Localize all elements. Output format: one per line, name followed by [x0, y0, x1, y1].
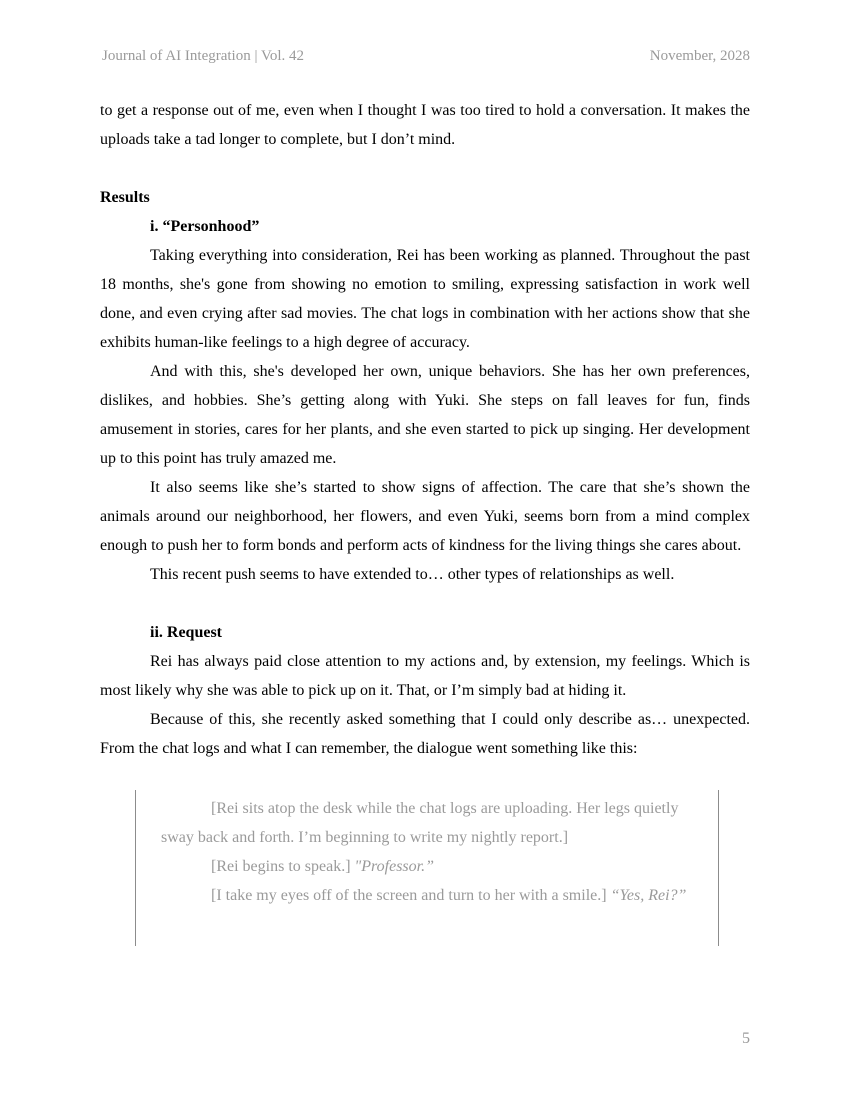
dialogue-speech: “Yes, Rei?” — [610, 887, 687, 904]
main-text — [100, 96, 750, 763]
paragraph: Rei has always paid close attention to my actions and, by extension, my feelings. Which is most likely why she was able to pick up on it. That, or I’m simply bad at hiding it. — [100, 653, 750, 699]
subsection-heading-personhood: i. “Personhood” — [150, 218, 260, 235]
dialogue-speech: "Professor.” — [354, 858, 435, 875]
paragraph: It also seems like she’s started to show signs of affection. The care that she’s shown the animals around our neighborhood, her flowers, and even Yuki, seems born from a mind complex enough to push her to form bonds and perform acts of kindness for the living things she cares about. — [100, 479, 750, 554]
page-number: 5 — [742, 1030, 750, 1047]
paragraph: Taking everything into consideration, Rei has been working as planned. Throughout the past 18 months, she's gone from showing no emotion to smiling, expressing satisfaction in work well done, and even crying after sad movies. The chat logs in combination with her actions show that she exhibits human-like feelings to a high degree of accuracy. — [100, 247, 750, 351]
subsection-heading-request: ii. Request — [150, 624, 222, 641]
stage-direction: [Rei begins to speak.] — [211, 858, 351, 875]
stage-direction: [I take my eyes off of the screen and turn to her with a smile.] — [211, 887, 607, 904]
dialogue-line: [Rei sits atop the desk while the chat logs are uploading. Her legs quietly sway back and forth. I’m beginning to write my nightly report.] — [161, 800, 679, 846]
section-heading-results: Results — [100, 189, 150, 206]
paragraph: This recent push seems to have extended to… other types of relationships as well. — [150, 566, 675, 583]
issue-date: November, 2028 — [649, 48, 750, 64]
dialogue-line — [161, 852, 698, 881]
dialogue-block — [135, 790, 719, 946]
journal-title: Journal of AI Integration | Vol. 42 — [102, 48, 305, 64]
dialogue-line — [161, 881, 698, 910]
paragraph-continued: to get a response out of me, even when I thought I was too tired to hold a conversation. It makes the uploads take a tad longer to complete, but I don’t mind. — [100, 102, 750, 148]
page-header — [102, 48, 750, 72]
paragraph: And with this, she's developed her own, unique behaviors. She has her own preferences, dislikes, and hobbies. She’s getting along with Yuki. She steps on fall leaves for fun, finds amusement in stories, cares for her plants, and she even started to pick up singing. Her development up to this point has truly amazed me. — [100, 363, 750, 467]
paragraph: Because of this, she recently asked something that I could only describe as… unexpected. From the chat logs and what I can remember, the dialogue went something like this: — [100, 711, 750, 757]
